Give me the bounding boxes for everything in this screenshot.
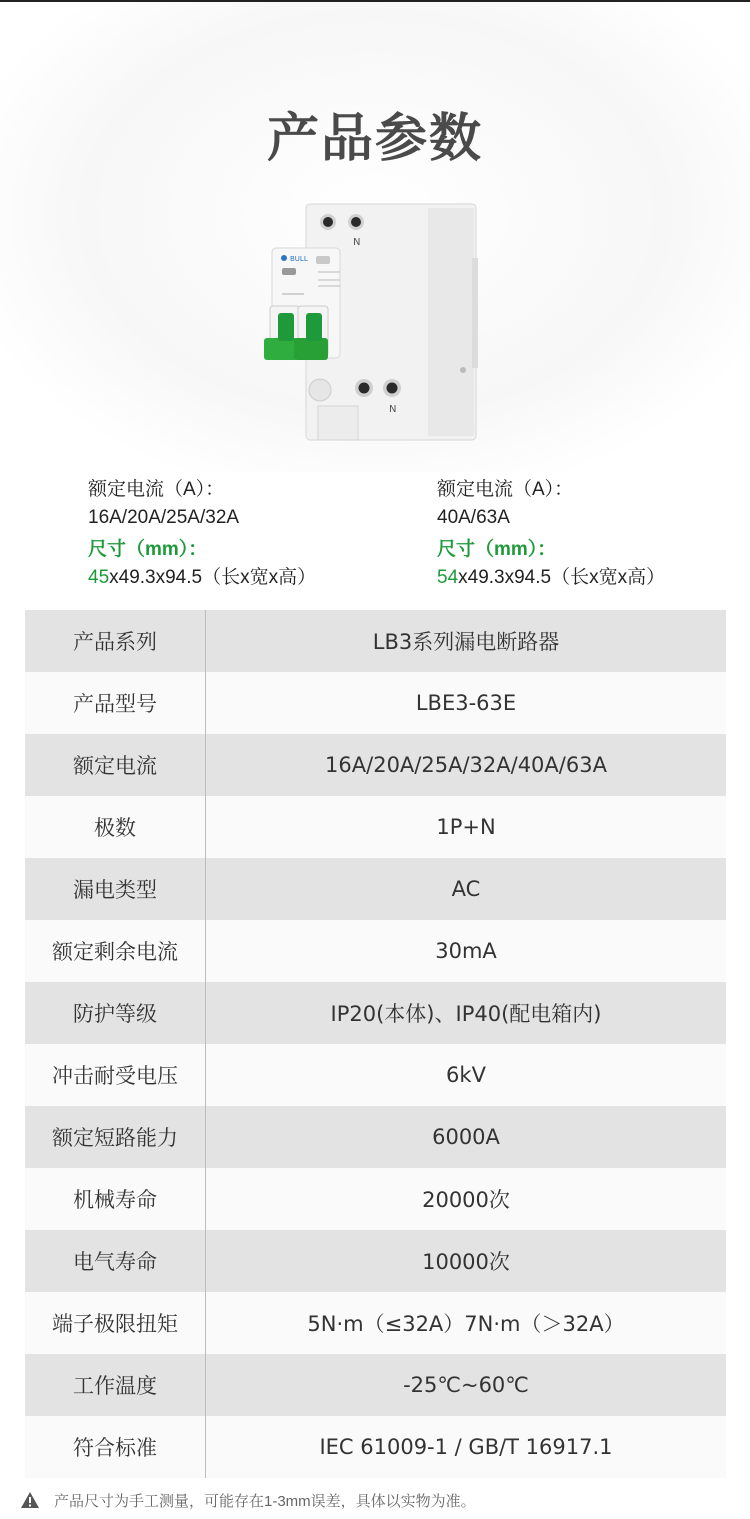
table-row (25, 982, 726, 1044)
size-values (437, 564, 665, 592)
param-value: 20000次 (206, 1168, 727, 1230)
param-key: 产品型号 (25, 672, 206, 734)
param-value: 6kV (206, 1044, 727, 1106)
table-row (25, 1416, 726, 1478)
variant-right (437, 476, 665, 592)
param-value: AC (206, 858, 727, 920)
table-row (25, 920, 726, 982)
param-value: IEC 61009-1 / GB/T 16917.1 (206, 1416, 727, 1478)
param-value: 1P+N (206, 796, 727, 858)
size-rest: x49.3x94.5（长x宽x高） (458, 567, 666, 588)
param-key: 极数 (25, 796, 206, 858)
svg-text:N: N (353, 237, 361, 248)
table-row (25, 1044, 726, 1106)
param-key: 防护等级 (25, 982, 206, 1044)
table-row (25, 1292, 726, 1354)
table-row (25, 858, 726, 920)
table-row (25, 1168, 726, 1230)
size-rest: x49.3x94.5（长x宽x高） (109, 567, 317, 588)
param-key: 额定短路能力 (25, 1106, 206, 1168)
param-key: 漏电类型 (25, 858, 206, 920)
param-value: 6000A (206, 1106, 727, 1168)
measurement-note (20, 1486, 476, 1514)
param-value: 16A/20A/25A/32A/40A/63A (206, 734, 727, 796)
param-key: 冲击耐受电压 (25, 1044, 206, 1106)
param-key: 符合标准 (25, 1416, 206, 1478)
param-value: LB3系列漏电断路器 (206, 610, 727, 672)
rated-current-values: 16A/20A/25A/32A (88, 507, 240, 528)
warning-icon (20, 1491, 40, 1509)
param-value: -25℃~60℃ (206, 1354, 727, 1416)
product-image (258, 198, 480, 448)
table-row (25, 734, 726, 796)
size-values (88, 564, 316, 592)
rated-current-label: 额定电流（A）： (88, 479, 225, 500)
size-label: 尺寸（mm）： (88, 539, 208, 560)
rated-current-label: 额定电流（A）： (437, 479, 574, 500)
brand-logo: BULL (290, 255, 308, 263)
param-value: LBE3-63E (206, 672, 727, 734)
page-title: 产品参数 (266, 109, 483, 169)
size-highlight: 54 (437, 567, 459, 588)
size-label: 尺寸（mm）： (437, 539, 557, 560)
table-row (25, 1230, 726, 1292)
table-row (25, 796, 726, 858)
parameter-table (25, 610, 726, 1478)
param-value: IP20(本体)、IP40(配电箱内) (206, 982, 727, 1044)
param-key: 额定剩余电流 (25, 920, 206, 982)
table-row (25, 610, 726, 672)
rated-current-values: 40A/63A (437, 507, 510, 528)
table-row (25, 1106, 726, 1168)
param-value: 5N·m（≤32A）7N·m（＞32A） (206, 1292, 727, 1354)
param-value: 10000次 (206, 1230, 727, 1292)
note-text: 产品尺寸为手工测量，可能存在1-3mm误差，具体以实物为准。 (54, 1492, 476, 1510)
param-key: 产品系列 (25, 610, 206, 672)
param-key: 机械寿命 (25, 1168, 206, 1230)
param-key: 电气寿命 (25, 1230, 206, 1292)
param-key: 额定电流 (25, 734, 206, 796)
table-row (25, 672, 726, 734)
svg-text:N: N (389, 404, 397, 415)
param-key: 端子极限扭矩 (25, 1292, 206, 1354)
variant-left (88, 476, 316, 592)
param-key: 工作温度 (25, 1354, 206, 1416)
size-highlight: 45 (88, 567, 110, 588)
table-row (25, 1354, 726, 1416)
param-value: 30mA (206, 920, 727, 982)
